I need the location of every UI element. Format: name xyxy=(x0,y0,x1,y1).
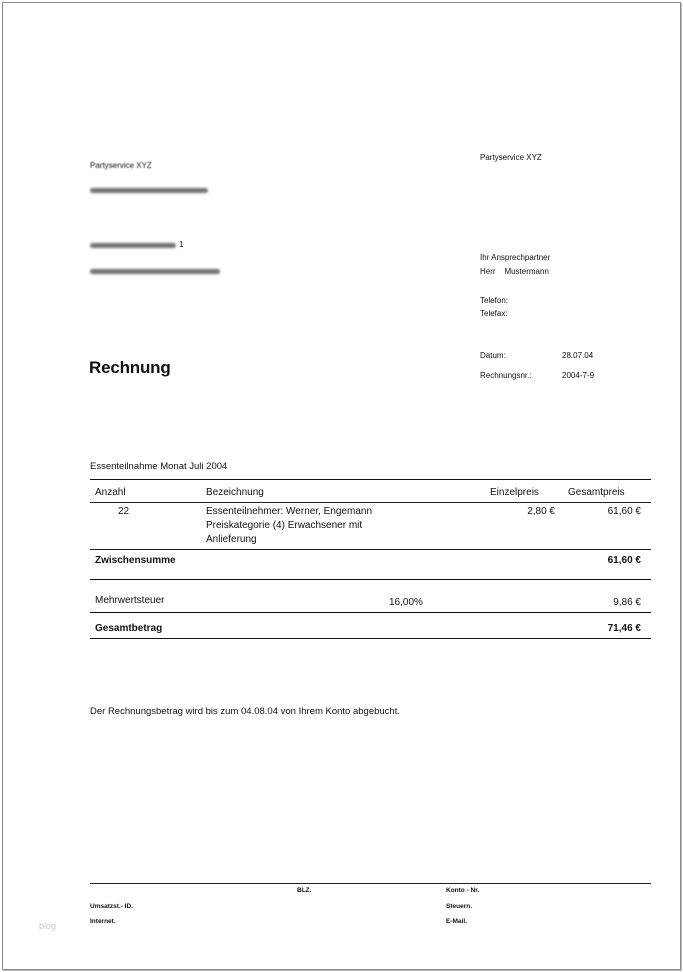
payment-note: Der Rechnungsbetrag wird bis zum 04.08.04 von Ihrem Konto abgebucht. xyxy=(90,706,400,717)
recipient-line-3-redacted xyxy=(90,269,220,274)
invoice-number-value: 2004-7-9 xyxy=(562,371,595,380)
contact-heading: Ihr Ansprechpartner xyxy=(480,253,551,262)
vat-rate: 16,00% xyxy=(389,597,423,608)
table-header-rule xyxy=(90,502,651,503)
recipient-line-2-redacted xyxy=(90,243,176,248)
contact-name: Herr Mustermann xyxy=(480,267,549,276)
recipient-line-2-suffix: 1 xyxy=(179,240,184,249)
footer-steuer: Steuern. xyxy=(446,903,473,910)
row-desc-line-1: Essenteilnehmer: Werner, Engemann xyxy=(206,506,373,517)
watermark-text: blog xyxy=(39,921,57,931)
invoice-page xyxy=(2,2,681,970)
grand-total-value: 71,46 € xyxy=(607,623,641,634)
vat-value: 9,86 € xyxy=(613,597,641,608)
invoice-subject: Essenteilnahme Monat Juli 2004 xyxy=(90,461,228,472)
row-unit-price: 2,80 € xyxy=(527,506,555,517)
footer-konto: Konto - Nr. xyxy=(446,887,480,894)
table-bottom-rule xyxy=(90,638,651,639)
date-value: 28.07.04 xyxy=(562,351,594,360)
subtotal-label: Zwischensumme xyxy=(95,555,176,566)
subtotal-top-rule xyxy=(90,549,651,550)
header-qty: Anzahl xyxy=(95,487,126,498)
date-label: Datum: xyxy=(480,351,506,360)
sender-line: Partyservice XYZ xyxy=(90,161,152,170)
row-qty: 22 xyxy=(118,506,130,517)
row-desc-line-3: Anlieferung xyxy=(206,534,257,545)
footer-ust: Umsatzst.- ID. xyxy=(90,903,133,910)
header-unit: Einzelpreis xyxy=(490,487,539,498)
vat-bottom-rule xyxy=(90,612,651,613)
header-total: Gesamtpreis xyxy=(568,487,625,498)
subtotal-bottom-rule xyxy=(90,579,651,580)
invoice-title: Rechnung xyxy=(89,358,171,377)
fax-label: Telefax: xyxy=(480,309,508,318)
phone-label: Telefon: xyxy=(480,296,509,305)
footer-rule xyxy=(90,883,651,884)
footer-internet: Internet. xyxy=(90,918,116,925)
footer-email: E-Mail. xyxy=(446,918,467,925)
company-name: Partyservice XYZ xyxy=(480,153,542,162)
header-desc: Bezeichnung xyxy=(206,487,264,498)
table-top-rule xyxy=(90,479,651,480)
vat-label: Mehrwertsteuer xyxy=(95,595,165,606)
subtotal-value: 61,60 € xyxy=(607,555,641,566)
recipient-line-1-redacted xyxy=(90,188,208,193)
grand-total-label: Gesamtbetrag xyxy=(95,623,163,634)
row-desc-line-2: Preiskategorie (4) Erwachsener mit xyxy=(206,520,363,531)
footer-blz: BLZ. xyxy=(297,887,312,894)
invoice-number-label: Rechnungsnr.: xyxy=(480,371,532,380)
row-total-price: 61,60 € xyxy=(607,506,641,517)
